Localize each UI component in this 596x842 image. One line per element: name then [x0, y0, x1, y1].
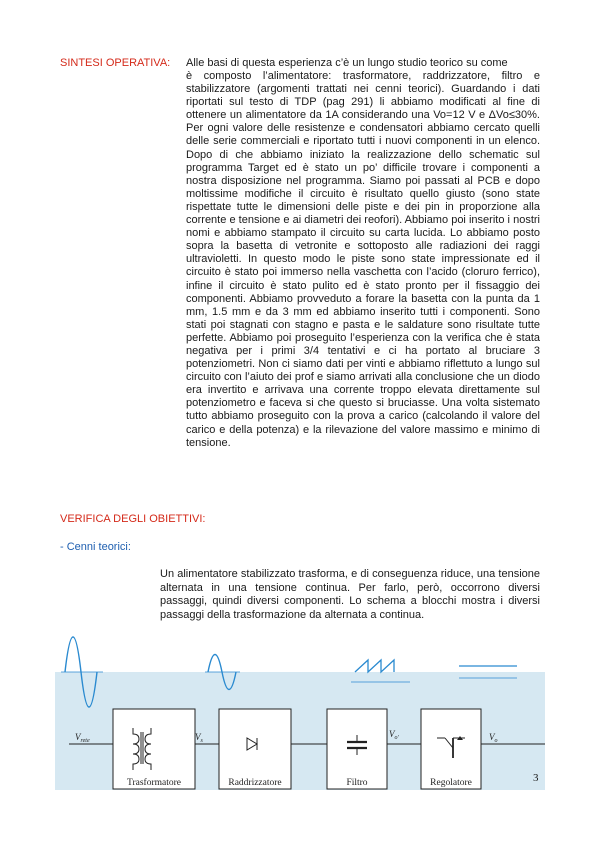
v-rete-label: $V_{rete}$: [75, 732, 90, 744]
block-regolatore: [421, 709, 481, 789]
verifica-heading: VERIFICA DEGLI OBIETTIVI:: [60, 513, 206, 525]
sintesi-body: è composto l’alimentatore: trasformatore, raddrizzatore, filtro e stabilizzatore (argomenti trattati nei cenni teorici). Guardando i dati riportati sul testo di TDP (pag 291) li abbiamo modificati al fine di ottenere un alimentatore da 1A considerando una Vo=12 V e ΔVo≤30%. Per ogni valore delle resistenze e condensatori abbiamo cercato quelli delle serie commerciali e riportato tutti i nuovi componenti in un elenco. Dopo di che abbiamo iniziato la realizzazione dello schematic sul programma Target ed è stato un po’ difficile trovare i componenti a nostra disposizione nel programma. Siamo poi passati al PCB e dopo moltissime modifiche il circuito è risultato quello giusto (sono state rispettate tutte le dimensioni delle piste e dei pin in proporzione alla corrente e tensione e ai diametri dei reofori). Abbiamo poi inserito i nostri nomi e abbiamo stampato il circuito su carta lucida. Lo abbiamo posto sopra la basetta di vetronite e sottoposto alle radiazioni dei raggi ultravioletti. In questo modo le piste sono state impressionate ed il circuito è stato poi immerso nella vaschetta con l’acido (cloruro ferrico), infine il circuito è stato pulito ed è stato pronto per il fissaggio dei componenti. Abbiamo provveduto a forare la basetta con la punta da 1 mm, 1.5 mm e da 3 mm ed abbiamo inserito tutti i componenti. Sono stati poi stagnati con stagno e pasta e le saldature sono risultate tutte perfette. Abbiamo poi proseguito l’esperienza con la verifica che è stata negativa per i primi 3/4 tentativi e ci ha portato al bruciare 3 potenziometri. Non ci siamo dati per vinti e abbiamo riflettuto a lungo sul circuito con l’aiuto dei prof e siamo arrivati alla conclusione che un diodo era invertito e arrivava una corrente troppo elevata direttamente sul potenziometro e faceva si che questo si bruciasse. Una volta sistemato tutto abbiamo proseguito con la prova a carico (calcolando il valore del carico e della potenza) e la rilevazione del valore massimo e minimo di tensione.: [186, 70, 540, 449]
block-trasformatore-label: Trasformatore: [127, 778, 181, 788]
block-trasformatore: [113, 709, 195, 789]
block-raddrizzatore: [219, 709, 291, 789]
sintesi-heading: SINTESI OPERATIVA:: [60, 57, 171, 69]
cenni-body: Un alimentatore stabilizzato trasforma, e di conseguenza riduce, una tensione alternata in una tensione continua. Per farlo, però, occorrono diversi passaggi, quindi diversi componenti. Lo schema a blocchi mostra i diversi passaggi della trasformazione da alternata a continua.: [160, 568, 540, 621]
block-filtro: [327, 709, 387, 789]
block-filtro-label: Filtro: [346, 778, 368, 788]
block-regolatore-label: Regolatore: [430, 778, 472, 788]
sintesi-first-line: Alle basi di questa esperienza c’è un lungo studio teorico su come: [186, 57, 508, 69]
cenni-heading: - Cenni teorici:: [60, 541, 131, 553]
block-diagram: [55, 632, 545, 790]
sawtooth-wave: [355, 660, 394, 672]
block-raddrizzatore-label: Raddrizzatore: [228, 778, 282, 788]
v-o-prime-label: $V_{o'}$: [389, 729, 399, 741]
v-s-label: $V_s$: [195, 732, 203, 744]
page-number: 3: [533, 772, 539, 784]
v-o-label: $V_o$: [489, 732, 498, 744]
